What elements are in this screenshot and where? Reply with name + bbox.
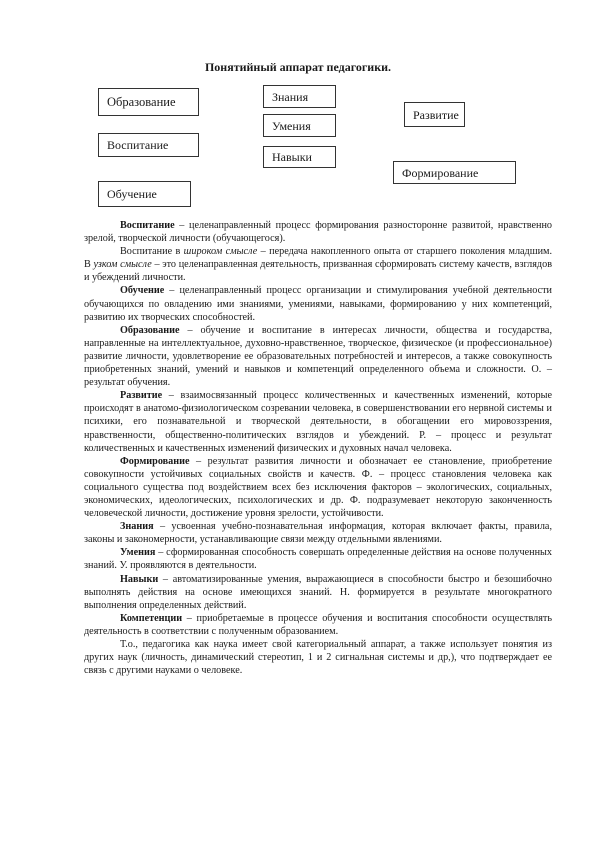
term: Образование	[120, 324, 180, 336]
paragraph-znaniya	[84, 520, 552, 546]
definition: – целенаправленный процесс организации и стимулирования учебной деятельности обучающихся по овладению ими знаниями, умениями, навыками, формированию у них компетенций, развитию их творческих способностей.	[84, 285, 552, 323]
paragraph-kompetentsii	[84, 612, 552, 638]
term: Развитие	[120, 390, 163, 402]
definition: – усвоенная учебно-познавательная информация, которая включает факты, правила, законы и закономерности, устанавливающие связи между отдельными явлениями.	[84, 521, 552, 546]
concept-box-vospitanie: Воспитание	[98, 133, 199, 157]
definition: – автоматизированные умения, выражающиеся в способности быстро и безошибочно выполнять действия на основе имеющихся знаний. Н. формируется в результате многократного выполнения определенных действий.	[84, 573, 552, 611]
term: Формирование	[120, 455, 190, 467]
definition: – результат развития личности и обозначает ее становление, приобретение совокупности устойчивых социальных свойств и качеств. Ф. – процесс становления человека как социального существа под воздействием всех без исключения факторов – экологических, социальных, экономических, идеологических, психологических и др. Ф. подразумевает некоторую законченность человеческой личности, достижение уровня зрелости, устойчивости.	[84, 455, 552, 520]
term: Знания	[120, 521, 154, 533]
tail: – это целенаправленная деятельность, призванная сформировать систему качеств, взглядов и убеждений личности.	[84, 259, 553, 284]
concept-box-razvitie: Развитие	[404, 102, 465, 127]
paragraph-conclusion	[84, 638, 552, 677]
term: Навыки	[120, 573, 159, 585]
emphasis: широком смысле	[183, 246, 258, 258]
paragraph-vospitanie	[84, 219, 552, 245]
definition: – обучение и воспитание в интересах личности, общества и государства, направленные на интеллектуальное, духовно-нравственное, творческое, физическое (и профессиональное) развитие личности, удовлетворение ее образовательных потребностей и интересов, а также совокупность приобретенных знаний, умений и навыков и компетенций определенного объема и сложности. О. – результат обучения.	[84, 324, 552, 389]
term: Компетенции	[120, 612, 183, 624]
definition: – приобретаемые в процессе обучения и воспитания способности осуществлять деятельность в соответствии с полученным образованием.	[84, 612, 552, 637]
term: Обучение	[120, 285, 165, 297]
paragraph-vospitanie-senses	[84, 245, 552, 284]
definition: Т.о., педагогика как наука имеет свой категориальный аппарат, а также использует понятия из других наук (личность, динамический стереотип, 1 и 2 сигнальная системы и др,), что подтверждает ее связь с другими науками о человеке.	[84, 639, 552, 677]
paragraph-navyki	[84, 573, 552, 612]
concept-box-formirovanie: Формирование	[393, 161, 516, 184]
emphasis: узком смысле	[93, 259, 152, 271]
paragraph-obuchenie	[84, 284, 552, 323]
term: Воспитание	[120, 220, 175, 231]
concept-box-obrazovanie: Образование	[98, 88, 199, 116]
page-title: Понятийный аппарат педагогики.	[204, 60, 392, 74]
definition: – сформированная способность совершать определенные действия на основе полученных знаний. У. проявляются в деятельности.	[84, 547, 552, 572]
concept-box-znaniya: Знания	[263, 85, 336, 108]
concept-box-navyki: Навыки	[263, 146, 336, 168]
body-text	[84, 219, 552, 677]
concept-box-obuchenie: Обучение	[98, 181, 191, 207]
middle: – передача накопленного опыта от старшего поколения младшим. В	[84, 246, 553, 271]
definition: – целенаправленный процесс формирования разносторонне развитой, нравственно зрелой, творческой личности (обучающегося).	[84, 220, 552, 245]
paragraph-formirovanie	[84, 455, 552, 520]
paragraph-umeniya	[84, 546, 552, 572]
paragraph-obrazovanie	[84, 324, 552, 389]
concept-box-umeniya: Умения	[263, 114, 336, 137]
paragraph-razvitie	[84, 389, 552, 454]
definition: – взаимосвязанный процесс количественных и качественных изменений, которые происходят в анатомо-физиологическом созревании человека, в совершенствовании его нервной системы и психики, его познавательной и творческой деятельности, в обогащении его мировоззрения, нравственности, общественно-политических взглядов и убеждений. Р. – процесс и результат количественных и качественных изменений физических и духовных начал человека.	[84, 390, 552, 454]
term: Умения	[120, 547, 156, 559]
lead: Воспитание в	[120, 246, 184, 258]
